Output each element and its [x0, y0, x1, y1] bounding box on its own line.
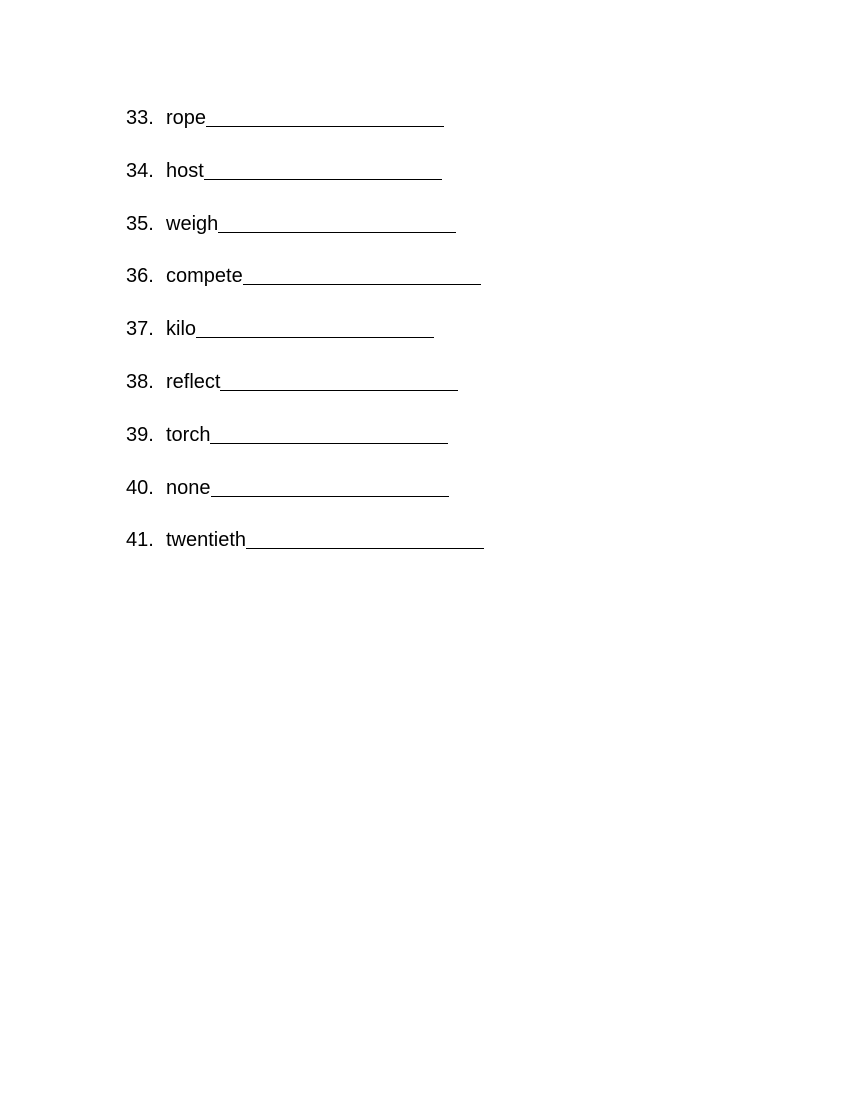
list-item — [126, 368, 484, 421]
item-word: none — [166, 476, 211, 499]
item-word: host — [166, 159, 204, 182]
item-word: rope — [166, 107, 207, 129]
answer-blank[interactable] — [210, 421, 448, 444]
item-number: 39. — [126, 423, 154, 446]
list-item — [126, 157, 484, 210]
list-item — [126, 421, 484, 474]
item-number: 40. — [126, 476, 154, 499]
list-item — [126, 210, 484, 263]
item-word: twentieth — [166, 529, 247, 552]
item-number: 33. — [126, 107, 154, 129]
item-number: 35. — [126, 212, 154, 235]
answer-blank[interactable] — [218, 210, 456, 233]
item-word: compete — [166, 265, 243, 288]
word-list — [126, 104, 484, 579]
list-item — [126, 526, 484, 579]
item-word: weigh — [166, 212, 219, 235]
answer-blank[interactable] — [196, 315, 434, 338]
item-number: 37. — [126, 318, 154, 341]
item-word: torch — [166, 423, 211, 446]
list-item — [126, 474, 484, 527]
answer-blank[interactable] — [243, 262, 481, 285]
answer-blank[interactable] — [220, 368, 458, 391]
answer-blank[interactable] — [211, 474, 449, 497]
list-item — [126, 262, 484, 315]
item-number: 34. — [126, 159, 154, 182]
item-word: kilo — [166, 318, 197, 341]
item-word: reflect — [166, 370, 221, 393]
answer-blank[interactable] — [246, 526, 484, 549]
item-number: 41. — [126, 529, 154, 552]
answer-blank[interactable] — [204, 157, 442, 180]
item-number: 38. — [126, 370, 154, 393]
list-item — [126, 104, 484, 157]
answer-blank[interactable] — [206, 104, 444, 127]
list-item — [126, 315, 484, 368]
item-number: 36. — [126, 265, 154, 288]
